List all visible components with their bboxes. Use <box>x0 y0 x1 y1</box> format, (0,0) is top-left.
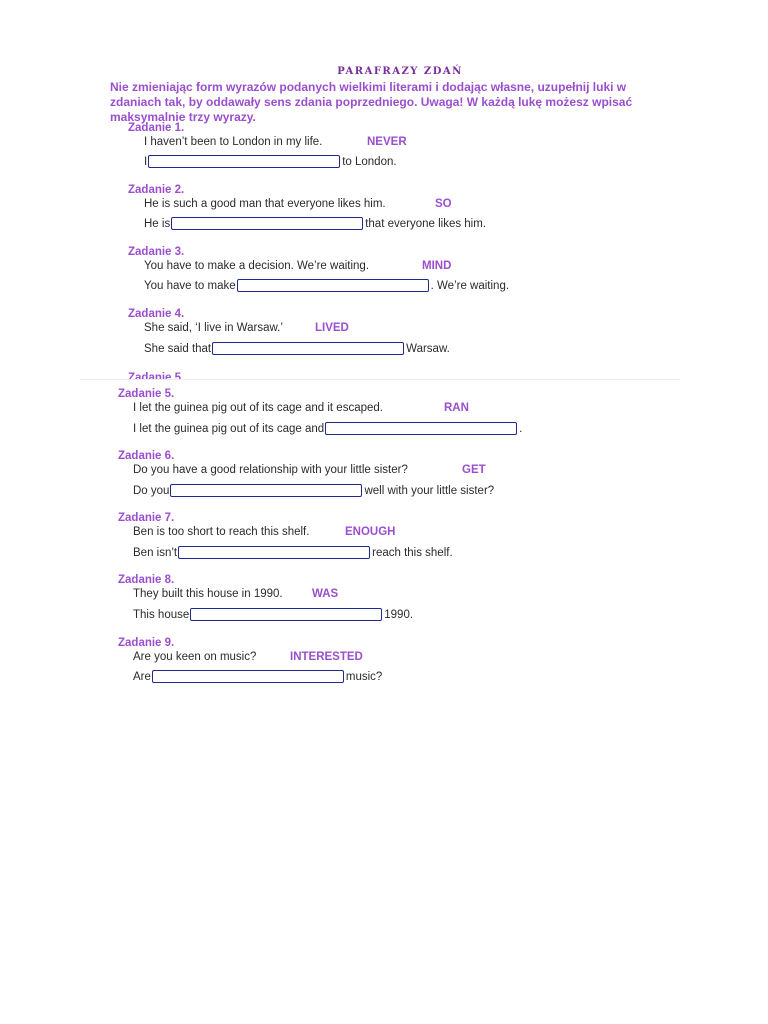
task-1-answer-line <box>144 155 397 168</box>
task-5-after: . <box>519 422 523 435</box>
task-2-gap-input[interactable] <box>171 217 363 230</box>
task-3-label: Zadanie 3. <box>128 246 185 258</box>
task-6-after: well with your little sister? <box>364 484 495 497</box>
task-6-sentence: Do you have a good relationship with your little sister? <box>133 464 408 476</box>
task-3-keyword: MIND <box>422 260 452 272</box>
task-7-sentence: Ben is too short to reach this shelf. <box>133 526 310 538</box>
task-6-label: Zadanie 6. <box>118 450 175 462</box>
task-8-keyword: WAS <box>312 588 339 600</box>
task-2-sentence: He is such a good man that everyone likes him. <box>144 198 386 210</box>
task-7-answer-line <box>133 546 453 559</box>
task-7-label: Zadanie 7. <box>118 512 175 524</box>
task-8-gap-input[interactable] <box>190 608 382 621</box>
task-9-sentence: Are you keen on music? <box>133 651 257 663</box>
task-7-keyword: ENOUGH <box>345 526 396 538</box>
task-5-before: I let the guinea pig out of its cage and <box>133 422 325 435</box>
task-1-keyword: NEVER <box>367 136 407 148</box>
task-3-before: You have to make <box>144 279 236 292</box>
page-title: PARAFRAZY ZDAŃ <box>337 66 463 77</box>
task-3-answer-line <box>144 279 509 292</box>
task-6-before: Do you <box>133 484 170 497</box>
task-4-before: She said that <box>144 342 212 355</box>
task-2-before: He is <box>144 217 171 230</box>
task-7-gap-input[interactable] <box>178 546 370 559</box>
task-8-sentence: They built this house in 1990. <box>133 588 283 600</box>
task-8-answer-line <box>133 608 413 621</box>
task-9-label: Zadanie 9. <box>118 637 175 649</box>
task-4-after: Warsaw. <box>406 342 450 355</box>
task-3-after: . We’re waiting. <box>430 279 510 292</box>
task-4-gap-input[interactable] <box>212 342 404 355</box>
task-9-keyword: INTERESTED <box>290 651 363 663</box>
task-9-after: music? <box>345 670 383 683</box>
task-1-gap-input[interactable] <box>148 155 340 168</box>
task-6-keyword: GET <box>462 464 486 476</box>
task-8-after: 1990. <box>384 608 414 621</box>
task-2-label: Zadanie 2. <box>128 184 185 196</box>
task-5-answer-line <box>133 422 522 435</box>
task-2-keyword: SO <box>435 198 452 210</box>
task-5-sentence: I let the guinea pig out of its cage and it escaped. <box>133 402 383 414</box>
task-4-sentence: She said, ‘I live in Warsaw.’ <box>144 322 283 334</box>
task-6-gap-input[interactable] <box>170 484 362 497</box>
task-2-after: that everyone likes him. <box>365 217 487 230</box>
task-1-sentence: I haven’t been to London in my life. <box>144 136 323 148</box>
task-9-before: Are <box>133 670 151 683</box>
instructions: Nie zmieniając form wyrazów podanych wielkimi literami i dodając własne, uzupełnij luki w zdaniach tak, by oddawały sens zdania poprzedniego. Uwaga! W każdą lukę możesz wpisać maksymalnie trzy wyrazy. <box>110 80 633 124</box>
task-4-answer-line <box>144 342 450 355</box>
task-7-after: reach this shelf. <box>372 546 453 559</box>
task-4-label: Zadanie 4. <box>128 308 185 320</box>
task-3-gap-input[interactable] <box>237 279 429 292</box>
task-6-answer-line <box>133 484 494 497</box>
task-8-before: This house <box>133 608 190 621</box>
task-1-before: I <box>144 155 148 168</box>
task-5-gap-input[interactable] <box>325 422 517 435</box>
task-5-keyword: RAN <box>444 402 469 414</box>
task-7-before: Ben isn’t <box>133 546 178 559</box>
task-4-keyword: LIVED <box>315 322 349 334</box>
task-1-label: Zadanie 1. <box>128 122 185 134</box>
task-3-sentence: You have to make a decision. We’re waiting. <box>144 260 370 272</box>
task-9-answer-line <box>133 670 382 683</box>
task-9-gap-input[interactable] <box>152 670 344 683</box>
task-5-label: Zadanie 5. <box>118 388 175 400</box>
task-1-after: to London. <box>342 155 397 168</box>
task-8-label: Zadanie 8. <box>118 574 175 586</box>
cut-off-label-text: Zadanie 5. <box>128 372 185 380</box>
page-seam <box>80 379 680 380</box>
task-2-answer-line <box>144 217 486 230</box>
